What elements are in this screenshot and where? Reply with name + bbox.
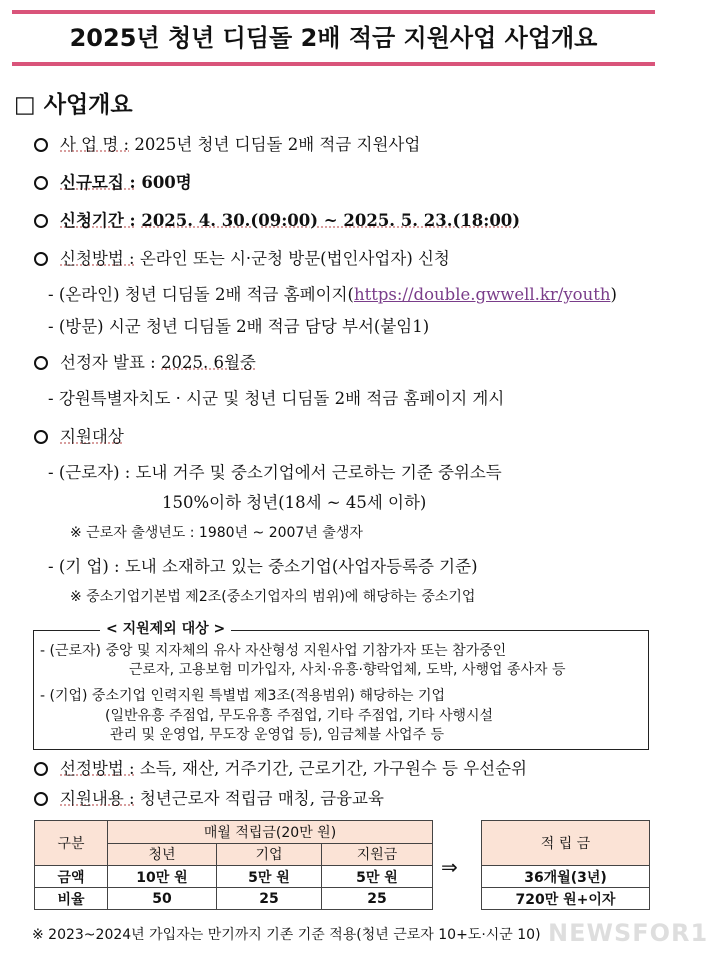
target-company-note: ※ 중소기업기본법 제2조(중소기업자의 범위)에 해당하는 중소기업 <box>70 589 476 605</box>
right-arrow-icon: ⇒ <box>441 855 458 879</box>
table-cell: 25 <box>322 888 433 910</box>
homepage-link[interactable]: https://double.gwwell.kr/youth <box>353 285 611 304</box>
table-cell: 10만 원 <box>108 866 217 888</box>
table-cell: 비율 <box>35 888 108 910</box>
result-table <box>481 820 650 910</box>
top-rule <box>12 10 655 14</box>
exclusion-worker-line2: 근로자, 고용보험 미가입자, 사치·유흥·향락업체, 도박, 사행업 종사자 등 <box>129 662 566 678</box>
result-cell: 720만 원+이자 <box>482 888 650 910</box>
item-announce: 선정자 발표 : 2025. 6월중 <box>34 352 256 374</box>
announce-detail: - 강원특별자치도 · 시군 및 청년 디딤돌 2배 적금 홈페이지 게시 <box>48 389 505 408</box>
target-worker-line1: - (근로자) : 도내 거주 및 중소기업에서 근로하는 기준 중위소득 <box>48 463 502 482</box>
footnote: ※ 2023~2024년 가입자는 만기까지 기존 기준 적용(청년 근로자 10+도·시군 10) <box>32 927 541 943</box>
target-worker-line2: 150%이하 청년(18세 ~ 45세 이하) <box>162 493 427 512</box>
item-target: 지원대상 <box>34 426 124 448</box>
exclusion-company-line2: (일반유흥 주점업, 무도유흥 주점업, 기타 주점업, 기타 사행시설 <box>105 708 494 724</box>
exclusion-company-line3: 관리 및 운영업, 무도장 운영업 등), 임금체불 사업주 등 <box>110 727 444 743</box>
item-recruit: 신규모집 : 600명 <box>34 172 192 194</box>
table-cell: 5만 원 <box>217 866 322 888</box>
exclusion-worker-line1: - (근로자) 중앙 및 지자체의 유사 자산형성 지원사업 기참가자 또는 참가중인 <box>40 643 507 659</box>
circle-bullet-icon <box>34 762 48 776</box>
circle-bullet-icon <box>34 176 48 190</box>
section-heading: □ 사업개요 <box>14 92 133 118</box>
page-title: 2025년 청년 디딤돌 2배 적금 지원사업 사업개요 <box>69 24 598 52</box>
circle-bullet-icon <box>34 430 48 444</box>
item-name: 사 업 명 : 2025년 청년 디딤돌 2배 적금 지원사업 <box>34 134 420 156</box>
item-method: 신청방법 : 온라인 또는 시·군청 방문(법인사업자) 신청 <box>34 248 450 270</box>
table-cell: 50 <box>108 888 217 910</box>
item-content: 지원내용 : 청년근로자 적립금 매칭, 금융교육 <box>34 788 384 810</box>
item-select: 선정방법 : 소득, 재산, 거주기간, 근로기간, 가구원수 등 우선순위 <box>34 758 527 780</box>
method-visit: - (방문) 시군 청년 디딤돌 2배 적금 담당 부서(붙임1) <box>48 317 430 336</box>
table-cell: 금액 <box>35 866 108 888</box>
target-worker-note: ※ 근로자 출생년도 : 1980년 ~ 2007년 출생자 <box>70 525 363 541</box>
table-row <box>35 866 433 888</box>
exclusion-company-line1: - (기업) 중소기업 인력지원 특별법 제3조(적용범위) 해당하는 기업 <box>40 688 446 704</box>
watermark: NEWSFOR1 <box>548 919 708 947</box>
target-company: - (기 업) : 도내 소재하고 있는 중소기업(사업자등록증 기준) <box>48 557 478 576</box>
table-cell: 5만 원 <box>322 866 433 888</box>
savings-table <box>34 820 433 910</box>
table-col-youth: 청년 <box>108 843 217 866</box>
circle-bullet-icon <box>34 138 48 152</box>
circle-bullet-icon <box>34 356 48 370</box>
method-online: - (온라인) 청년 디딤돌 2배 적금 홈페이지(https://double.gwwell.kr/youth) <box>48 285 617 304</box>
item-period: 신청기간 : 2025. 4. 30.(09:00) ~ 2025. 5. 23.(18:00) <box>34 210 520 232</box>
result-cell: 36개월(3년) <box>482 866 650 888</box>
exclusion-title: < 지원제외 대상 > <box>100 618 231 638</box>
circle-bullet-icon <box>34 252 48 266</box>
table-header-category: 구분 <box>35 821 108 866</box>
table-col-subsidy: 지원금 <box>322 843 433 866</box>
title-underline <box>12 62 655 66</box>
table-cell: 25 <box>217 888 322 910</box>
result-header: 적 립 금 <box>482 821 650 866</box>
table-row <box>35 888 433 910</box>
table-col-company: 기업 <box>217 843 322 866</box>
circle-bullet-icon <box>34 214 48 228</box>
circle-bullet-icon <box>34 792 48 806</box>
table-header-monthly: 매월 적립금(20만 원) <box>108 821 433 844</box>
